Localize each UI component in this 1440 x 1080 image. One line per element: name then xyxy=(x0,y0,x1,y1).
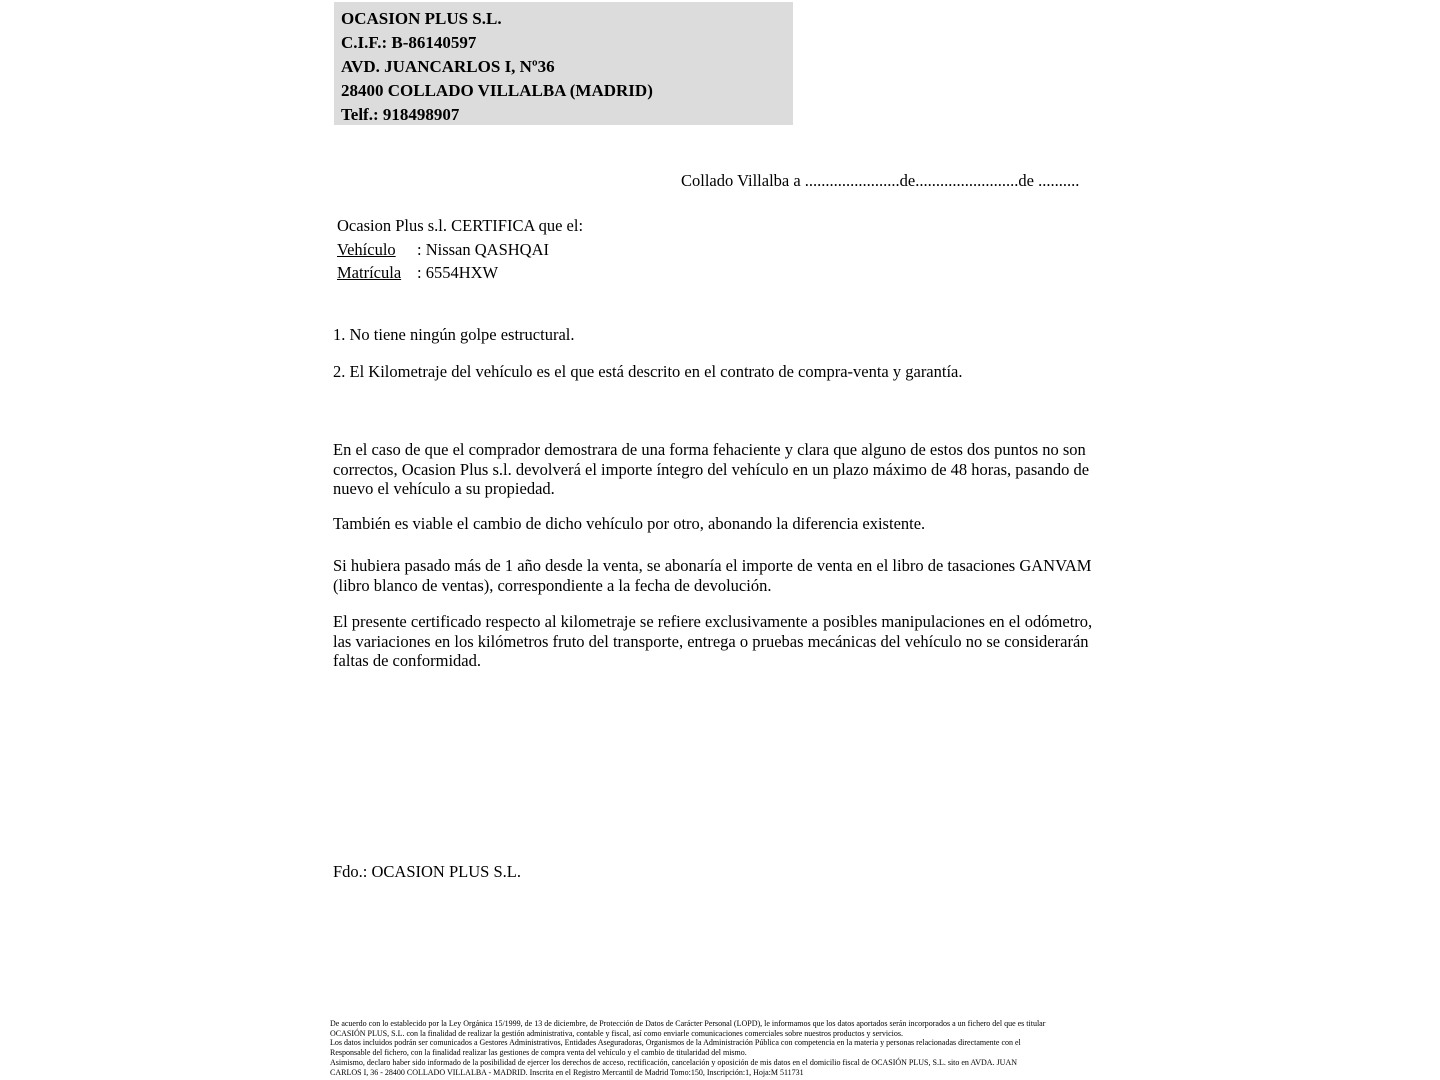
company-name: OCASION PLUS S.L. xyxy=(341,9,502,28)
legal-line: CARLOS I, 36 - 28400 COLLADO VILLALBA - MADRID. Inscrita en el Registro Mercantil de Madrid Tomo:150, Inscripción:1, Hoja:M 511731 xyxy=(330,1067,804,1077)
plate-field xyxy=(337,263,583,282)
paragraph-ganvam-valuation: Si hubiera pasado más de 1 año desde la venta, se abonaría el importe de venta en el libro de tasaciones GANVAM (libro blanco de ventas), correspondiente a la fecha de devolución. xyxy=(333,556,1092,595)
company-header-box xyxy=(334,2,793,125)
legal-footer xyxy=(330,1019,1120,1077)
company-phone: Telf.: 918498907 xyxy=(341,105,460,124)
vehicle-label: Vehículo xyxy=(337,240,396,259)
numbered-point-1: 1. No tiene ningún golpe estructural. xyxy=(333,325,575,344)
vehicle-value: : Nissan QASHQAI xyxy=(417,240,549,259)
legal-line: Los datos incluidos podrán ser comunicados a Gestores Administrativos, Entidades Aseguradoras, Organismos de la Administración Pública con competencia en la materia y personas relacionadas directamente con el xyxy=(330,1038,1021,1048)
certification-intro: Ocasion Plus s.l. CERTIFICA que el: xyxy=(337,216,584,235)
paragraph-refund-terms: En el caso de que el comprador demostrara de una forma fehaciente y clara que alguno de estos dos puntos no son correctos, Ocasion Plus s.l. devolverá el importe íntegro del vehículo en un plazo máximo de 48 horas, pasando de nuevo el vehículo a su propiedad. xyxy=(333,440,1090,499)
legal-line: Asimismo, declaro haber sido informado de la posibilidad de ejercer los derechos de acceso, rectificación, cancelación y oposición de mis datos en el domicilio fiscal de OCASIÓN PLUS, S.L. sito en AVDA. JUAN xyxy=(330,1057,1018,1067)
vehicle-field xyxy=(337,240,583,259)
plate-value: : 6554HXW xyxy=(417,263,499,282)
date-line: Collado Villalba a .......................de.........................de .......... xyxy=(681,171,1080,190)
certification-block xyxy=(337,216,583,282)
signature-line: Fdo.: OCASION PLUS S.L. xyxy=(333,862,521,881)
legal-line: OCASIÓN PLUS, S.L. con la finalidad de realizar la gestión administrativa, contable y fiscal, así como enviarle comunicaciones comerciales sobre nuestros productos y servicios. xyxy=(330,1028,903,1038)
numbered-point-2: 2. El Kilometraje del vehículo es el que está descrito en el contrato de compra-venta y garantía. xyxy=(333,362,963,381)
company-address: AVD. JUANCARLOS I, Nº36 xyxy=(341,57,555,76)
paragraph-exchange-option: También es viable el cambio de dicho vehículo por otro, abonando la diferencia existente. xyxy=(333,514,926,533)
company-cif: C.I.F.: B-86140597 xyxy=(341,33,477,52)
legal-line: De acuerdo con lo establecido por la Ley Orgánica 15/1999, de 13 de diciembre, de Protección de Datos de Carácter Personal (LOPD), le informamos que los datos aportados serán incorporados a un fichero del que es titular xyxy=(330,1019,1046,1028)
paragraph-odometer-disclaimer: El presente certificado respecto al kilometraje se refiere exclusivamente a posibles manipulaciones en el odómetro, las variaciones en los kilómetros fruto del transporte, entrega o pruebas mecánicas del vehículo no se considerarán faltas de conformidad. xyxy=(333,612,1093,671)
legal-line: Responsable del fichero, con la finalidad realizar las gestiones de compra venta del vehículo y el cambio de titularidad del mismo. xyxy=(330,1048,747,1058)
company-city: 28400 COLLADO VILLALBA (MADRID) xyxy=(341,81,653,100)
plate-label: Matrícula xyxy=(337,263,402,282)
